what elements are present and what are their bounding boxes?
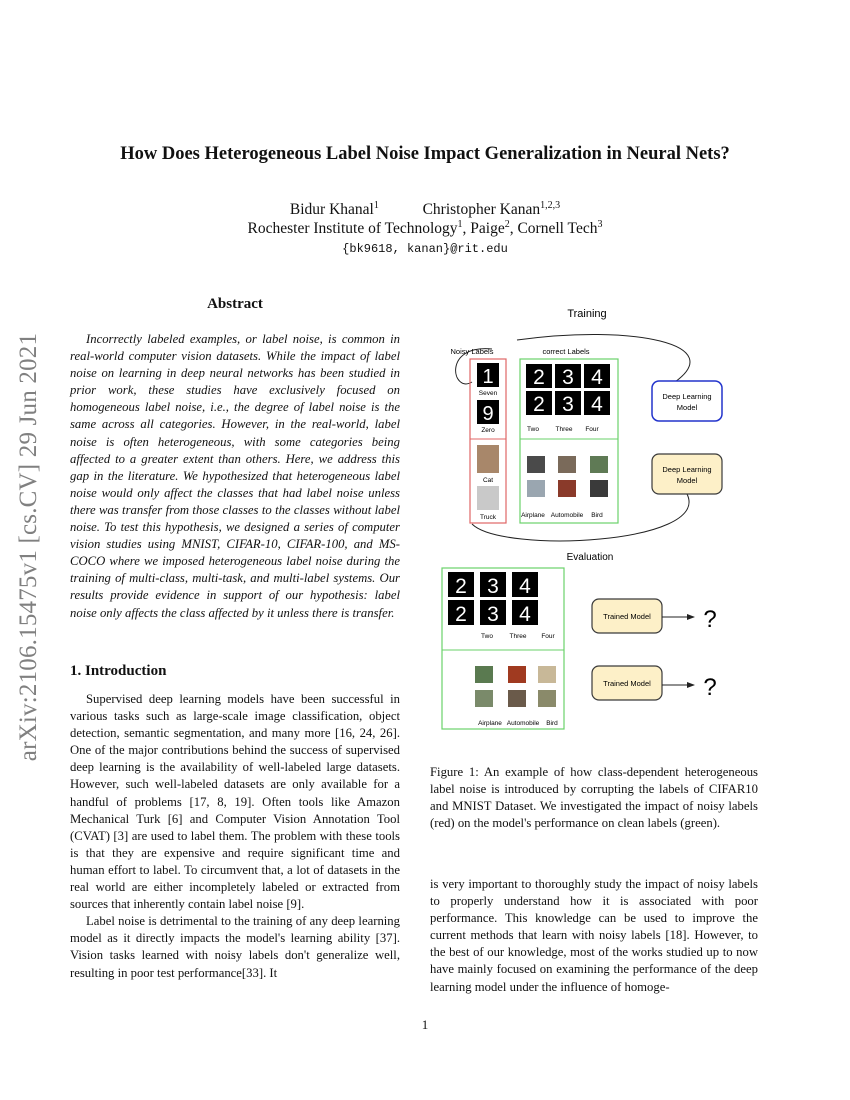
author-sup: 1,2,3 (540, 200, 561, 211)
cifar-image (527, 480, 545, 497)
automobile-label: Automobile (506, 720, 540, 727)
abstract-heading: Abstract (207, 296, 263, 312)
digit: 3 (487, 575, 499, 598)
question-mark: ? (703, 674, 717, 701)
paper-title: How Does Heterogeneous Label Noise Impact Generalization in Neural Nets? (120, 144, 730, 164)
arxiv-sidebar (12, 302, 46, 792)
author-line (0, 200, 850, 219)
noisy-digit: 1 (482, 366, 494, 388)
correct-labels-label: correct Labels (542, 347, 590, 356)
right-paragraph: is very important to thoroughly study the impact of noisy labels to properly understand how it is associated with poor performance. This knowledge can be used to improve the current methods that learn with noisy labels [18]. However, to the best of our knowledge, most of the works studied up to now have mainly focused on examining the performance of the deep learning model under the influence of homoge- (430, 877, 758, 994)
intro-paragraph-1: Supervised deep learning models have been successful in various tasks such as large-scale image classification, object detection, semantic segmentation, and many more [16, 24, 26]. One of the major contributions behind the success of supervised deep learning is the availability of well-labeled large datasets. However, such well-labeled datasets are only available for a handful of problems [17, 8, 19]. Often tools like Amazon Mechanical Turk [6] and Computer Vision Annotation Tool (CVAT) [3] are used to label them. The problem with these tools is that they are expensive and require significant time and human effort to label. To circumvent that, a lot of datasets in the real world are either incompletely labeled or extracted from sources that inherently contain label noise [9]. (70, 692, 400, 912)
deep-learning-model-box (652, 381, 722, 421)
deep-learning-model-box (652, 454, 722, 494)
airplane-label: Airplane (521, 512, 545, 519)
bird-label: Bird (546, 720, 558, 727)
bird-label: Bird (591, 512, 603, 519)
intro-body (70, 691, 400, 982)
cat-image (477, 445, 499, 473)
four-label: Four (585, 426, 599, 433)
figure-caption (430, 764, 758, 832)
model-label: Model (676, 403, 698, 412)
figure-1 (432, 304, 762, 734)
author-name: Christopher Kanan (422, 201, 541, 219)
affiliation: Paige (470, 220, 505, 238)
trained-model-label: Trained Model (603, 679, 651, 688)
affil-sup: 1 (457, 219, 463, 230)
cifar-image (538, 666, 556, 683)
model-label: Deep Learning (662, 465, 712, 474)
intro-heading: 1. Introduction (70, 663, 167, 679)
abstract-body (70, 331, 400, 622)
training-label: Training (567, 308, 607, 320)
cat-label: Cat (482, 477, 494, 484)
digit: 2 (533, 393, 545, 416)
author-sup: 1 (373, 200, 379, 211)
cifar-image (508, 690, 526, 707)
cifar-image (475, 690, 493, 707)
right-column-body (430, 876, 758, 996)
noisy-labels-label: Noisy Labels (450, 347, 494, 356)
affil-sup: 3 (597, 219, 603, 230)
cifar-image (538, 690, 556, 707)
author-email: {bk9618, kanan}@rit.edu (342, 242, 508, 256)
caption-text: Figure 1: An example of how class-dependent heterogeneous label noise is introduced by corrupting the labels of CIFAR10 and MNIST Dataset. We investigated the impact of noisy labels (red) on the model's performance on clean labels (green). (430, 765, 758, 831)
abstract-paragraph: Incorrectly labeled examples, or label noise, is common in real-world computer vision datasets. While the impact of label noise on learning in deep neural networks has been studied in prior work, these studies have exclusively focused on homogeneous label noise, i.e., the degree of label noise is the same across all categories. However, in the real-world, label noise is often heterogeneous, with some categories being affected to a greater extent than others. Here, we address this gap in the literature. We hypothesized that heterogeneous label noise would only affect the classes that had label noise unless there was transfer from those classes to the classes without label noise. To test this hypothesis, we designed a series of computer vision studies using MNIST, CIFAR-10, CIFAR-100, and MS-COCO where we imposed heterogeneous label noise during the training of multi-class, multi-task, and multi-label systems. Our results provide evidence in support of our hypothesis: label noise only affects the class affected by it unless there is transfer. (70, 332, 400, 620)
model-label: Model (676, 476, 698, 485)
automobile-label: Automobile (550, 512, 584, 519)
trained-model-label: Trained Model (603, 612, 651, 621)
cifar-image (527, 456, 545, 473)
truck-label: Truck (479, 514, 497, 521)
three-label: Three (555, 426, 573, 433)
digit: 4 (591, 366, 603, 389)
affiliation-line: Rochester Institute of Technology$^1$, Paige$^2$, Cornell Tech$^3$ (247, 219, 603, 238)
page-number: 1 (421, 1017, 429, 1032)
intro-paragraph-2: Label noise is detrimental to the training of any deep learning model as it directly impacts the model's learning ability [37]. Vision tasks learned with noisy labels don't generalize well, resulting in poor test performance[33]. It (70, 914, 400, 980)
arxiv-identifier: arXiv:2106.15475v1 [cs.CV] 29 Jun 2021 (15, 332, 42, 762)
eval-digit-grid (448, 572, 538, 626)
three-label: Three (509, 633, 527, 640)
affil-sup: 2 (504, 219, 510, 230)
model-label: Deep Learning (662, 392, 712, 401)
digit: 3 (562, 393, 574, 416)
airplane-label: Airplane (478, 720, 502, 727)
digit: 2 (455, 575, 467, 598)
digit: 4 (591, 393, 603, 416)
affiliation: Cornell Tech (517, 220, 598, 238)
affiliation: Rochester Institute of Technology (247, 220, 458, 238)
two-label: Two (481, 633, 493, 640)
cifar-image (508, 666, 526, 683)
cifar-image (558, 480, 576, 497)
digit: 2 (455, 603, 467, 626)
question-mark: ? (703, 606, 717, 633)
truck-image (477, 486, 499, 510)
four-label: Four (541, 633, 555, 640)
cifar-image (590, 456, 608, 473)
digit-grid-top (526, 364, 610, 416)
two-label: Two (527, 426, 539, 433)
cifar-image (475, 666, 493, 683)
evaluation-label: Evaluation (566, 552, 614, 563)
zero-label: Zero (481, 427, 495, 434)
cifar-image (558, 456, 576, 473)
noisy-digit: 9 (482, 403, 494, 425)
digit: 3 (487, 603, 499, 626)
digit: 4 (519, 575, 531, 598)
digit: 2 (533, 366, 545, 389)
digit: 3 (562, 366, 574, 389)
seven-label: Seven (478, 390, 498, 397)
digit: 4 (519, 603, 531, 626)
cifar-image (590, 480, 608, 497)
author-name: Bidur Khanal (289, 201, 374, 219)
